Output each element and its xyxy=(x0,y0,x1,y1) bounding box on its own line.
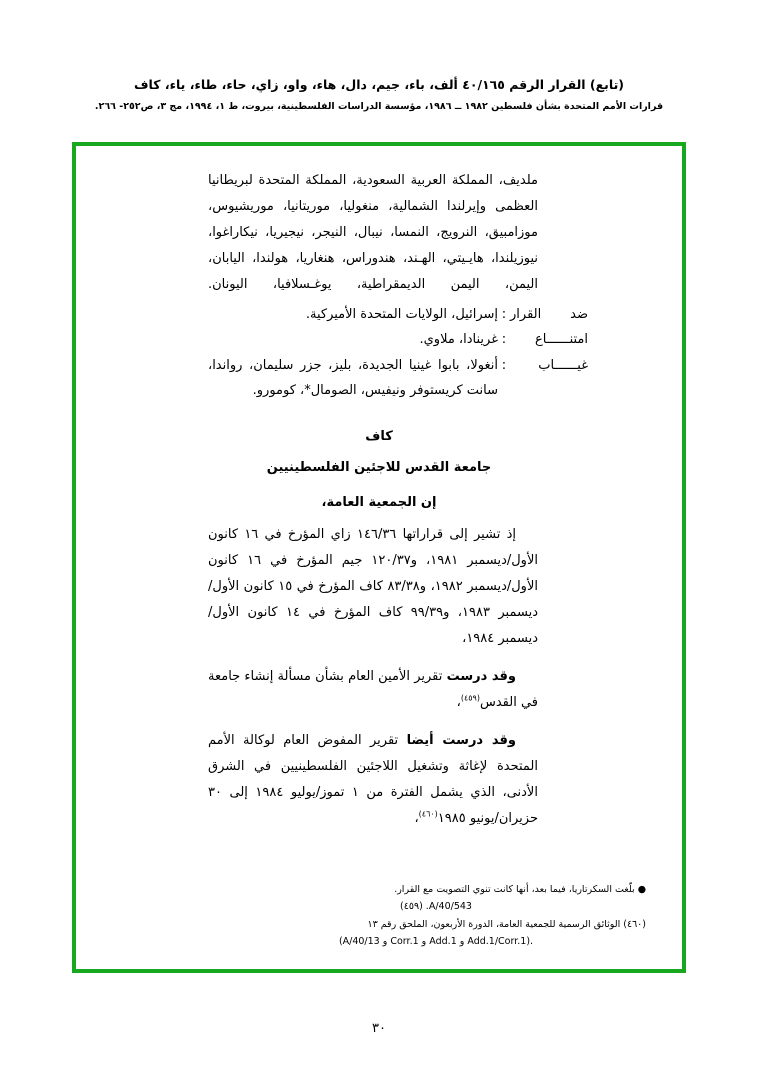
section-letter: كاف xyxy=(365,429,393,445)
vote-value: غرينادا، ملاوي. xyxy=(419,332,498,348)
header-subtitle: قرارات الأمم المتحدة بشأن فلسطين ١٩٨٢ ــ ١٩٨٦، مؤسسة الدراسات الفلسطينية، بيروت، ط ١، ١٩٩٤، مج ٣، ص٢٥٢- ٢٦٦. xyxy=(94,100,664,112)
paragraph-recalling: إذ تشير إلى قراراتها ١٤٦/٣٦ زاي المؤرخ في ١٦ كانون الأول/ديسمبر ١٩٨١، و١٢٠/٣٧ جيم المؤرخ في ١٦ كانون الأول/ديسمبر ١٩٨٢، و٨٣/٣٨ كاف المؤرخ في ١٥ كانون الأول/ديسمبر ١٩٨٣، و٩٩/٣٩ كاف المؤرخ في ١٤ كانون الأول/ديسمبر ١٩٨٤، xyxy=(208,527,538,647)
paragraph-studied-unrwa-report: وقد درست أيضا تقرير المفوض العام لوكالة الأمم المتحدة لإغاثة وتشغيل اللاجئين الفلسطينيين في الشرق الأدنى، الذي يشمل الفترة من ١ تموز/يوليو ١٩٨٤ إلى ٣٠ حزيران/يونيو ١٩٨٥$^{(٤٦٠)}$، xyxy=(208,733,538,827)
vote-colon: : xyxy=(501,307,507,322)
vote-label: امتنــــــاع xyxy=(535,332,588,348)
page-header xyxy=(0,76,758,112)
footnotes xyxy=(226,881,646,951)
section-title: جامعة القدس للاجئين الفلسطينيين xyxy=(266,460,492,476)
vote-row xyxy=(208,327,588,352)
vote-value: أنغولا، بابوا غينيا الجديدة، بليز، جزر سليمان، رواندا، سانت كريستوفر ونيفيس، الصومال*، كومورو. xyxy=(208,357,498,399)
footnote-460-cont: (A/40/13 و Corr.1 و Add.1 و Add.1/Corr.1). xyxy=(338,936,534,948)
assembly-line: إن الجمعية العامة، xyxy=(321,495,437,511)
country-list: ملديف، المملكة العربية السعودية، المملكة المتحدة لبريطانيا العظمى وإيرلندا الشمالية، منغوليا، موريتانيا، موريشيوس، موزامبيق، النرويج، النمسا، نيبال، النيجر، نيجيريا، نيكاراغوا، نيوزيلندا، هايـيتي، الهـند، هندوراس، هنغاريا، هولندا، اليابان، اليمن، اليمن الديمقراطية، يوغـسلافيا، اليونان. xyxy=(208,173,538,292)
vote-label: غيــــــاب xyxy=(538,357,588,373)
paragraph-studied-report: وقد درست تقرير الأمين العام بشأن مسألة إنشاء جامعة في القدس$^{(٤٥٩)}$، xyxy=(208,669,538,711)
footnote-asterisk: ● بلّغت السكرتاريا، فيما بعد، أنها كانت تنوي التصويت مع القرار. xyxy=(394,883,646,895)
vote-value: إسرائيل، الولايات المتحدة الأميركية. xyxy=(305,307,498,322)
vote-results xyxy=(208,302,588,403)
header-title: (تابع) القرار الرقم ٤٠/١٦٥ ألف، باء، جيم، دال، هاء، واو، زاي، حاء، طاء، ياء، كاف xyxy=(134,77,624,92)
footnote-460: (٤٦٠) الوثائق الرسمية للجمعية العامة، الدورة الأربعون، الملحق رقم ١٣ xyxy=(367,918,646,930)
vote-colon: : xyxy=(501,332,507,348)
vote-colon: : xyxy=(501,357,507,373)
green-content-frame xyxy=(72,142,686,973)
vote-row xyxy=(208,353,588,404)
footnote-459: (٤٥٩) .A/40/543 xyxy=(400,901,472,913)
vote-row xyxy=(208,302,588,327)
frame-inner xyxy=(76,146,682,969)
page-number: ٣٠ xyxy=(372,1021,386,1036)
vote-label: ضد القرار xyxy=(510,307,588,322)
